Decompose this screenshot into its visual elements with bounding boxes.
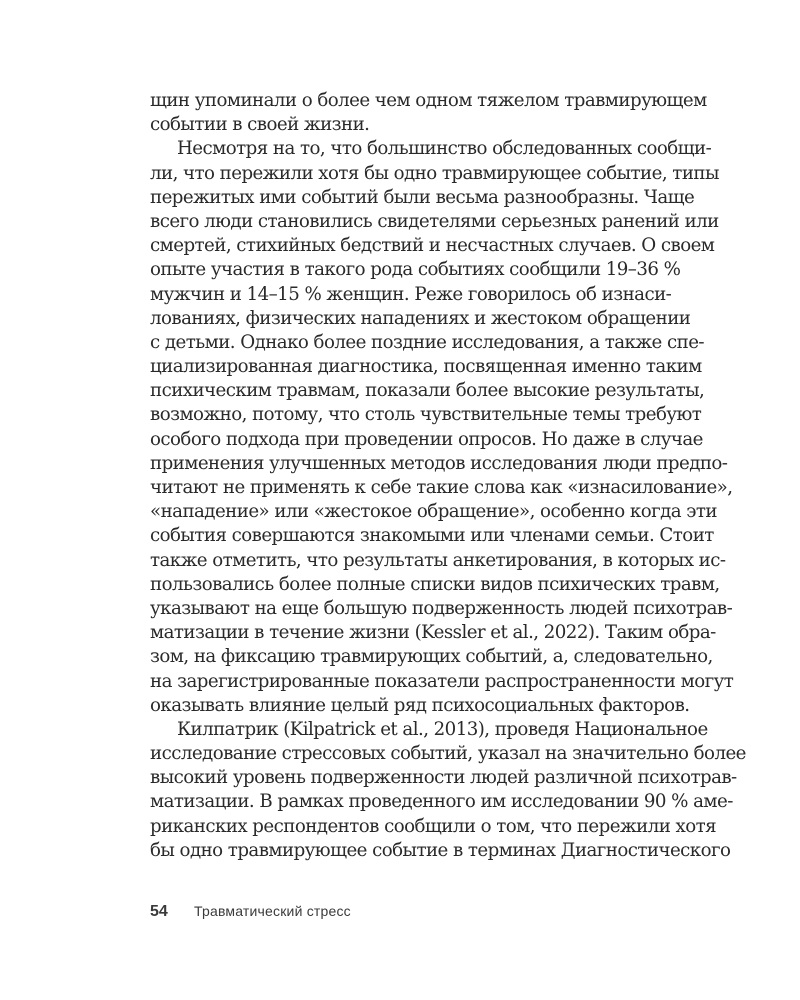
text-line: на зарегистрированные показатели распространенности могут (150, 670, 734, 692)
text-line: указывают на еще большую подверженность людей психотрав- (150, 597, 733, 619)
text-line: исследование стрессовых событий, указал на значительно более (150, 743, 746, 765)
body-text (150, 89, 746, 863)
text-line: с детьми. Однако более поздние исследования, а также спе- (150, 331, 704, 353)
text-line: бы одно травмирующее событие в терминах Диагностического (150, 839, 731, 861)
page-number: 54 (150, 903, 168, 920)
text-line: зом, на фиксацию травмирующих событий, а, следовательно, (150, 646, 713, 668)
text-line: циализированная диагностика, посвященная именно таким (150, 356, 702, 378)
paragraph-start-line: Несмотря на то, что большинство обследованных сообщи- (177, 138, 712, 160)
paragraph-start-line: Килпатрик (Kilpatrick et al., 2013), проведя Национальное (177, 718, 708, 740)
text-line: мужчин и 14–15 % женщин. Реже говорилось об изнаси- (150, 283, 672, 305)
text-line: щин упоминали о более чем одном тяжелом травмирующем (150, 90, 707, 111)
text-line: матизации в течение жизни (Kessler et al., 2022). Таким обра- (150, 622, 716, 644)
text-line: опыте участия в такого рода событиях сообщили 19–36 % (150, 259, 681, 281)
text-line: высокий уровень подверженности людей различной психотрав- (150, 767, 737, 789)
text-line: возможно, потому, что столь чувствительные темы требуют (150, 404, 702, 426)
text-line: ли, что пережили хотя бы одно травмирующее событие, типы (150, 162, 719, 184)
page-footer (150, 903, 351, 921)
text-line: смертей, стихийных бедствий и несчастных случаев. О своем (150, 235, 715, 257)
text-line: лованиях, физических нападениях и жестоком обращении (150, 307, 691, 329)
running-title: Травматический стресс (194, 903, 351, 919)
text-line: матизации. В рамках проведенного им исследовании 90 % аме- (150, 791, 733, 813)
text-line: особого подхода при проведении опросов. Но даже в случае (150, 428, 703, 450)
text-line: также отметить, что результаты анкетирования, в которых ис- (150, 549, 726, 571)
text-line: пережитых ими событий были весьма разнообразны. Чаще (150, 186, 695, 208)
text-line: «нападение» или «жестокое обращение», особенно когда эти (150, 501, 717, 523)
text-line: риканских респондентов сообщили о том, что пережили хотя (150, 815, 717, 837)
text-line: применения улучшенных методов исследования люди предпо- (150, 452, 728, 474)
text-line: читают не применять к себе такие слова как «изнасилование», (150, 477, 733, 498)
text-line: события совершаются знакомыми или членами семьи. Стоит (150, 525, 714, 547)
text-line: всего люди становились свидетелями серьезных ранений или (150, 210, 719, 232)
paragraph-end-line: событии в своей жизни. (150, 114, 370, 136)
text-line: психическим травмам, показали более высокие результаты, (150, 380, 705, 402)
paragraph-end-line: оказывать влияние целый ряд психосоциальных факторов. (150, 694, 690, 716)
text-line: пользовались более полные списки видов психических травм, (150, 573, 720, 595)
